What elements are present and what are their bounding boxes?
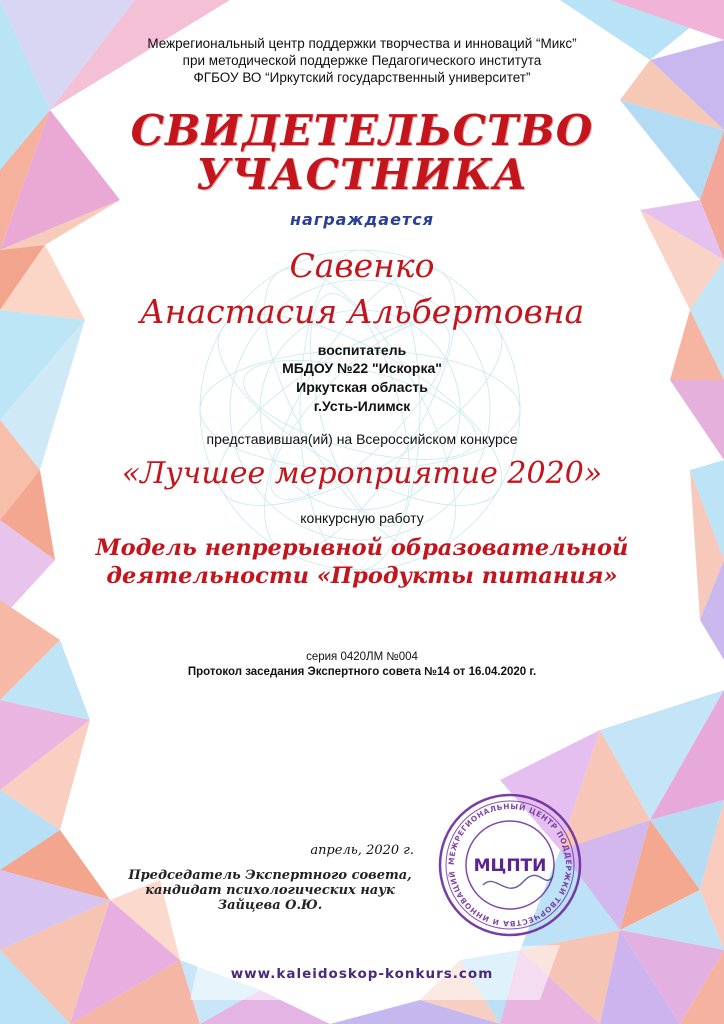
header-line-1: Межрегиональный центр поддержки творчества и инноваций “Микс” [147, 36, 577, 51]
work-label: конкурсную работу [300, 510, 424, 526]
recipient-region: Иркутская область [296, 379, 428, 395]
header-line-3: ФГБОУ ВО “Иркутский государственный университет” [193, 70, 531, 85]
contest-name: «Лучшее мероприятие 2020» [121, 456, 603, 491]
website-link[interactable]: www.kaleidoskop-konkurs.com [230, 966, 494, 982]
signature-scribble [483, 875, 553, 888]
recipient-given-names: Анастасия Альбертовна [139, 292, 585, 331]
protocol-text: Протокол заседания Экспертного совета №14 от 16.04.2020 г. [187, 666, 537, 678]
title-line-2: УЧАСТНИКА [195, 150, 529, 199]
recipient-city: г.Усть-Илимск [313, 398, 411, 414]
work-title-line-2: деятельности «Продукты питания» [106, 563, 618, 589]
issue-date: апрель, 2020 г. [310, 843, 414, 858]
recipient-organization: МБДОУ №22 "Искорка" [282, 360, 442, 376]
work-title-line-1: Модель непрерывной образовательной [95, 535, 629, 561]
awarded-label: награждается [290, 210, 434, 229]
signature-block [100, 868, 440, 913]
official-stamp [435, 790, 585, 940]
stamp-ring-text: МЕЖРЕГИОНАЛЬНЫЙ ЦЕНТР ПОДДЕРЖКИ ТВОРЧЕСТВА И ИННОВАЦИЙ [446, 801, 574, 929]
signature-line-2: кандидат психологических наук [145, 883, 395, 898]
recipient-position: воспитатель [317, 342, 407, 358]
signature-line-3: Зайцева О.Ю. [217, 898, 323, 913]
recipient-surname: Савенко [289, 246, 435, 285]
title-line-1: СВИДЕТЕЛЬСТВО [130, 106, 594, 155]
header-line-2: при методической поддержке Педагогического института [182, 53, 542, 68]
signature-line-1: Председатель Экспертного совета, [128, 868, 412, 883]
series-number: серия 0420ЛМ №004 [306, 651, 418, 663]
stamp-center-text: МЦПТИ [473, 856, 547, 876]
presented-text: представившая(ий) на Всероссийском конкурсе [206, 431, 518, 447]
